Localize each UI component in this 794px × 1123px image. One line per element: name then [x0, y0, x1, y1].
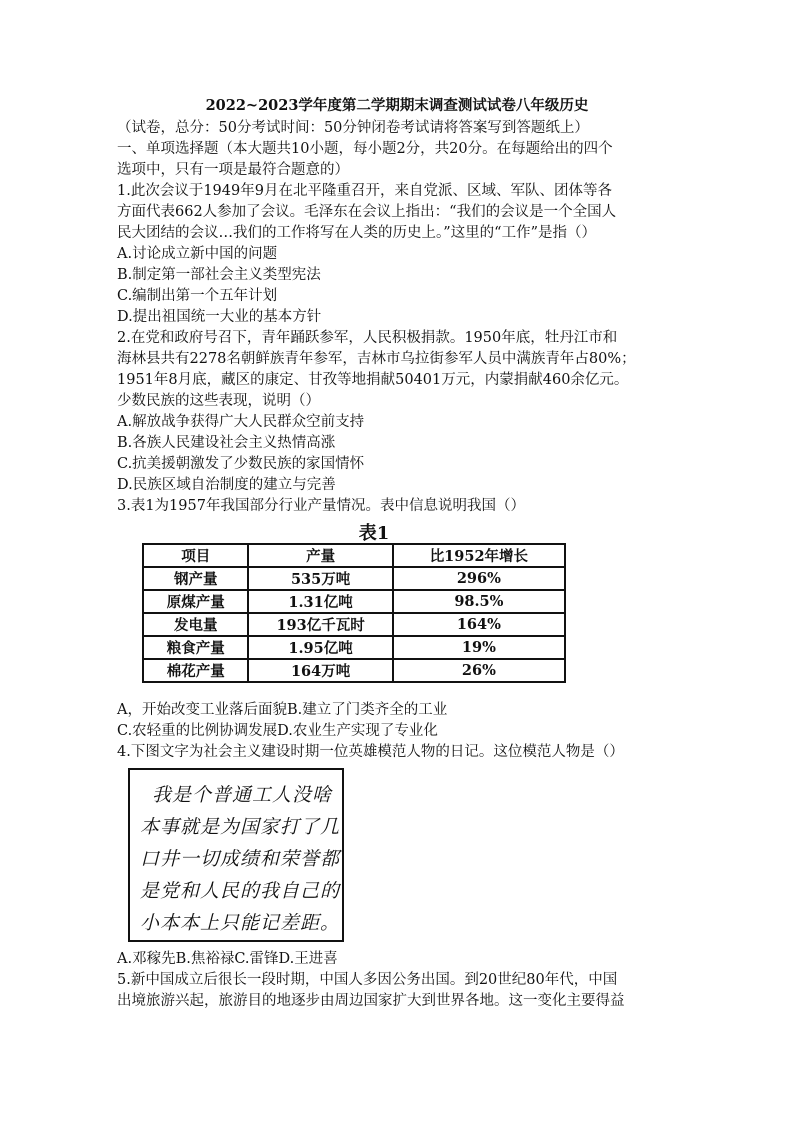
table-cell: 发电量	[143, 613, 248, 636]
diary-line: 口井一切成绩和荣誉都	[140, 848, 341, 870]
question-1-option-b: B.制定第一部社会主义类型宪法	[117, 267, 321, 283]
section-heading-cont: 选项中，只有一项是最符合题意的）	[117, 162, 349, 178]
table-cell: 164万吨	[248, 659, 392, 682]
question-1-option-c: C.编制出第一个五年计划	[117, 288, 278, 304]
column-header: 项目	[143, 544, 248, 567]
question-2-stem-cont: 1951年8月底，藏区的康定、甘孜等地捐献50401万元，内蒙捐献460余亿元。	[117, 372, 629, 388]
exam-instructions: （试卷，总分：50分考试时间：50分钟闭卷考试请将答案写到答题纸上）	[117, 120, 589, 136]
section-heading: 一、单项选择题（本大题共10小题，每小题2分，共20分。在每题给出的四个	[117, 141, 613, 157]
question-2-stem: 2.在党和政府号召下，青年踊跃参军，人民积极捐款。1950年底，牡丹江市和	[117, 330, 618, 346]
question-2-option-a: A.解放战争获得广大人民群众空前支持	[117, 414, 365, 430]
table-header-row	[143, 544, 565, 567]
table-cell: 棉花产量	[143, 659, 248, 682]
table-cell: 原煤产量	[143, 590, 248, 613]
table-row	[143, 567, 565, 590]
question-1-stem-cont: 方面代表662人参加了会议。毛泽东在会议上指出：“我们的会议是一个全国人	[117, 204, 617, 220]
question-2-stem-cont: 少数民族的这些表现，说明（）	[117, 393, 320, 409]
table-row	[143, 590, 565, 613]
table-row	[143, 659, 565, 682]
question-3-options-cd: C.农轻重的比例协调发展D.农业生产实现了专业化	[117, 723, 438, 739]
question-3-stem: 3.表1为1957年我国部分行业产量情况。表中信息说明我国（）	[117, 498, 525, 514]
question-1-stem: 1.此次会议于1949年9月在北平隆重召开，来自党派、区域、军队、团体等各	[117, 183, 612, 199]
diary-line: 本事就是为国家打了几	[140, 816, 341, 838]
question-4-options: A.邓稼先B.焦裕禄C.雷锋D.王进喜	[117, 951, 338, 967]
table-cell: 193亿千瓦时	[248, 613, 392, 636]
diary-handwriting-image	[128, 768, 344, 942]
question-1-option-d: D.提出祖国统一大业的基本方针	[117, 309, 322, 325]
question-5-stem: 5.新中国成立后很长一段时期，中国人多因公务出国。到20世纪80年代，中国	[117, 972, 618, 988]
table-cell: 98.5%	[393, 590, 565, 613]
question-2-option-c: C.抗美援朝激发了少数民族的家国情怀	[117, 456, 365, 472]
column-header: 产量	[248, 544, 392, 567]
question-3-options-ab: A，开始改变工业落后面貌B.建立了门类齐全的工业	[117, 702, 448, 718]
table-cell: 粮食产量	[143, 636, 248, 659]
question-4-stem: 4.下图文字为社会主义建设时期一位英雄模范人物的日记。这位模范人物是（）	[117, 744, 624, 760]
question-1-stem-cont: 民大团结的会议…我们的工作将写在人类的历史上。”这里的“工作”是指（）	[117, 225, 596, 241]
question-2-option-d: D.民族区域自治制度的建立与完善	[117, 477, 336, 493]
table-title: 表1	[358, 523, 390, 544]
table-row	[143, 613, 565, 636]
question-1-option-a: A.讨论成立新中国的问题	[117, 246, 278, 262]
question-5-stem-cont: 出境旅游兴起，旅游目的地逐步由周边国家扩大到世界各地。这一变化主要得益	[117, 993, 625, 1009]
table-cell: 1.95亿吨	[248, 636, 392, 659]
table-cell: 钢产量	[143, 567, 248, 590]
table-cell: 26%	[393, 659, 565, 682]
table-cell: 296%	[393, 567, 565, 590]
production-table	[142, 543, 566, 683]
column-header: 比1952年增长	[393, 544, 565, 567]
diary-line: 小本本上只能记差距。	[140, 912, 341, 934]
question-2-stem-cont: 海林县共有2278名朝鲜族青年参军，吉林市乌拉街参军人员中满族青年占80%；	[117, 351, 636, 367]
table-cell: 164%	[393, 613, 565, 636]
question-2-option-b: B.各族人民建设社会主义热情高涨	[117, 435, 336, 451]
table-cell: 535万吨	[248, 567, 392, 590]
diary-line: 我是个普通工人没啥	[152, 784, 333, 806]
table-row	[143, 636, 565, 659]
table-cell: 1.31亿吨	[248, 590, 392, 613]
table-cell: 19%	[393, 636, 565, 659]
exam-title: 2022~2023学年度第二学期期末调查测试试卷八年级历史	[205, 97, 589, 114]
diary-line: 是党和人民的我自己的	[140, 880, 341, 902]
